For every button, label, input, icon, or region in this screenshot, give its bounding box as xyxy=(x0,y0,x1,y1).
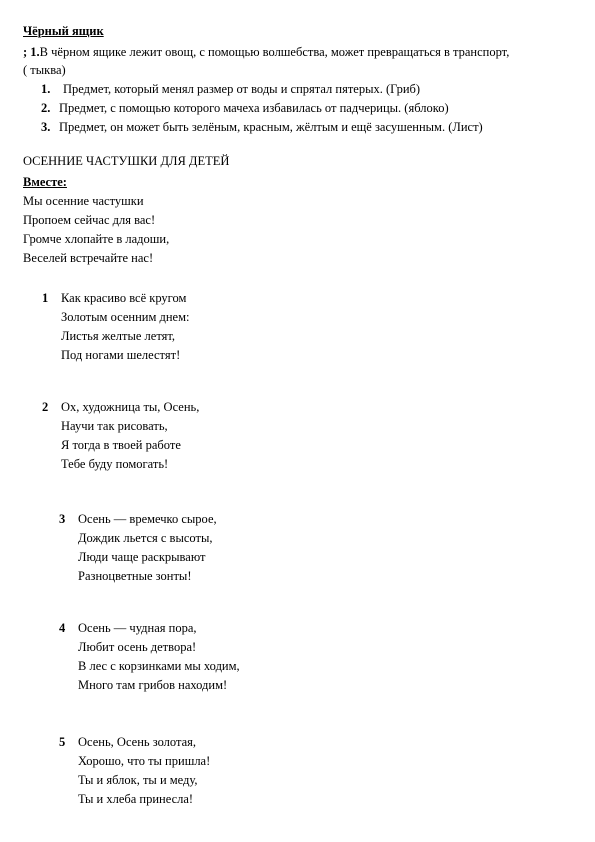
intro-text: В чёрном ящике лежит овощ, с помощью волшебства, может превращаться в транспорт, xyxy=(39,45,510,59)
riddle-number: 3. xyxy=(41,120,51,134)
stanza-line: Осень — времечко сырое, xyxy=(78,512,217,526)
stanza-line: Ты и хлеба принесла! xyxy=(78,792,194,806)
riddle-text: Предмет, который менял размер от воды и спрятал пятерых. (Гриб) xyxy=(63,82,421,96)
stanza-line: Золотым осенним днем: xyxy=(61,310,190,324)
stanza-line: Любит осень детвора! xyxy=(78,640,197,654)
stanza-line: Осень — чудная пора, xyxy=(78,621,197,635)
riddle-number: 2. xyxy=(41,101,51,115)
riddle-text: Предмет, с помощью которого мачеха избавилась от падчерицы. (яблоко) xyxy=(59,101,449,115)
stanza-number: 5 xyxy=(59,735,66,749)
stanza-line: Ох, художница ты, Осень, xyxy=(61,400,200,414)
riddle-item xyxy=(41,118,483,137)
riddle-item xyxy=(41,99,449,118)
stanza-line: Осень, Осень золотая, xyxy=(78,735,197,749)
stanza-line: Листья желтые летят, xyxy=(61,329,176,343)
together-line: Громче хлопайте в ладоши, xyxy=(23,232,170,246)
stanza-line: Люди чаще раскрывают xyxy=(78,550,206,564)
stanza-line: Я тогда в твоей работе xyxy=(61,438,181,452)
stanza-number: 4 xyxy=(59,621,66,635)
stanza-line: Ты и яблок, ты и меду, xyxy=(78,773,198,787)
songs-heading: ОСЕННИЕ ЧАСТУШКИ ДЛЯ ДЕТЕЙ xyxy=(23,154,230,168)
together-line: Мы осенние частушки xyxy=(23,194,144,208)
riddle-item xyxy=(41,80,420,99)
together-label: Вместе: xyxy=(23,175,67,189)
stanza-number: 1 xyxy=(42,291,49,305)
stanza-number: 3 xyxy=(59,512,66,526)
stanza-line: Тебе буду помогать! xyxy=(61,457,169,471)
riddle-text: Предмет, он может быть зелёным, красным, жёлтым и ещё засушенным. (Лист) xyxy=(59,120,483,134)
stanza-line: Научи так рисовать, xyxy=(61,419,168,433)
stanza-line: Как красиво всё кругом xyxy=(61,291,187,305)
together-line: Пропоем сейчас для вас! xyxy=(23,213,156,227)
stanza-number: 2 xyxy=(42,400,49,414)
stanza-line: Много там грибов находим! xyxy=(78,678,228,692)
stanza-line: В лес с корзинками мы ходим, xyxy=(78,659,240,673)
stanza-line: Хорошо, что ты пришла! xyxy=(78,754,211,768)
black-box-title: Чёрный ящик xyxy=(23,24,104,38)
black-box-intro xyxy=(23,43,509,62)
riddle-number: 1. xyxy=(41,82,51,96)
intro-prefix: ; 1. xyxy=(23,45,40,59)
intro-answer: ( тыква) xyxy=(23,63,66,77)
stanza-line: Под ногами шелестят! xyxy=(61,348,181,362)
stanza-line: Дождик льется с высоты, xyxy=(78,531,213,545)
together-line: Веселей встречайте нас! xyxy=(23,251,154,265)
stanza-line: Разноцветные зонты! xyxy=(78,569,192,583)
